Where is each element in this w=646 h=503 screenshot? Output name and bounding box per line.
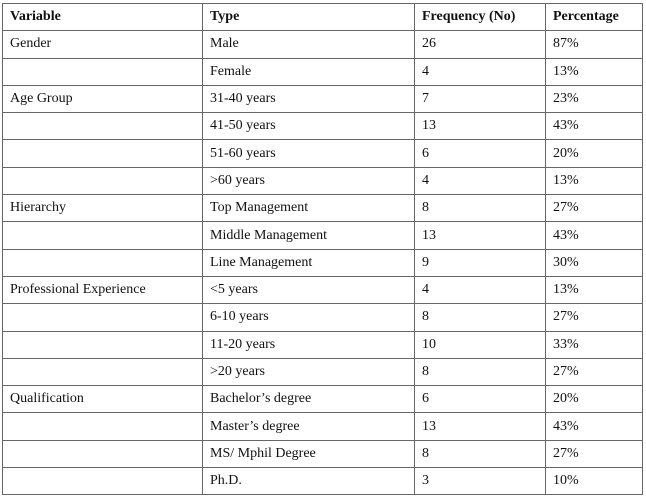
- cell-variable: [3, 468, 203, 495]
- cell-percentage: 43%: [546, 113, 643, 140]
- cell-type: 31-40 years: [203, 85, 415, 112]
- cell-percentage: 13%: [546, 58, 643, 85]
- cell-type: Line Management: [203, 249, 415, 276]
- table-row: [3, 222, 643, 249]
- table-row: [3, 304, 643, 331]
- cell-variable: [3, 140, 203, 167]
- cell-type: >20 years: [203, 358, 415, 385]
- cell-variable: [3, 222, 203, 249]
- cell-percentage: 87%: [546, 31, 643, 58]
- table-row: [3, 386, 643, 413]
- table-row: [3, 113, 643, 140]
- cell-percentage: 13%: [546, 276, 643, 303]
- cell-variable: Age Group: [3, 85, 203, 112]
- table-row: [3, 276, 643, 303]
- cell-percentage: 43%: [546, 222, 643, 249]
- table-header-row: [3, 4, 643, 31]
- cell-percentage: 23%: [546, 85, 643, 112]
- cell-percentage: 27%: [546, 195, 643, 222]
- demographics-table: [2, 3, 643, 495]
- cell-type: >60 years: [203, 167, 415, 194]
- cell-frequency: 6: [415, 386, 546, 413]
- cell-type: Top Management: [203, 195, 415, 222]
- header-type: Type: [203, 4, 415, 31]
- cell-variable: [3, 58, 203, 85]
- table-row: [3, 167, 643, 194]
- cell-frequency: 8: [415, 440, 546, 467]
- cell-variable: [3, 440, 203, 467]
- cell-frequency: 8: [415, 358, 546, 385]
- table-row: [3, 140, 643, 167]
- cell-type: MS/ Mphil Degree: [203, 440, 415, 467]
- cell-variable: Qualification: [3, 386, 203, 413]
- cell-frequency: 4: [415, 167, 546, 194]
- cell-type: Bachelor’s degree: [203, 386, 415, 413]
- cell-type: Male: [203, 31, 415, 58]
- cell-percentage: 27%: [546, 440, 643, 467]
- cell-variable: [3, 358, 203, 385]
- cell-frequency: 8: [415, 195, 546, 222]
- table-row: [3, 85, 643, 112]
- table-row: [3, 468, 643, 495]
- cell-percentage: 20%: [546, 386, 643, 413]
- cell-type: 11-20 years: [203, 331, 415, 358]
- cell-percentage: 43%: [546, 413, 643, 440]
- cell-type: Middle Management: [203, 222, 415, 249]
- table-row: [3, 31, 643, 58]
- table-row: [3, 249, 643, 276]
- cell-type: Ph.D.: [203, 468, 415, 495]
- cell-variable: Hierarchy: [3, 195, 203, 222]
- cell-type: 6-10 years: [203, 304, 415, 331]
- cell-variable: [3, 113, 203, 140]
- cell-frequency: 8: [415, 304, 546, 331]
- cell-frequency: 3: [415, 468, 546, 495]
- table-body: [3, 31, 643, 495]
- cell-variable: [3, 413, 203, 440]
- table-row: [3, 413, 643, 440]
- cell-variable: Professional Experience: [3, 276, 203, 303]
- cell-frequency: 4: [415, 276, 546, 303]
- cell-percentage: 33%: [546, 331, 643, 358]
- cell-type: <5 years: [203, 276, 415, 303]
- cell-percentage: 30%: [546, 249, 643, 276]
- cell-variable: [3, 304, 203, 331]
- cell-frequency: 13: [415, 113, 546, 140]
- header-frequency: Frequency (No): [415, 4, 546, 31]
- cell-percentage: 20%: [546, 140, 643, 167]
- cell-frequency: 4: [415, 58, 546, 85]
- cell-frequency: 9: [415, 249, 546, 276]
- cell-frequency: 6: [415, 140, 546, 167]
- header-percentage: Percentage: [546, 4, 643, 31]
- cell-percentage: 13%: [546, 167, 643, 194]
- cell-type: Female: [203, 58, 415, 85]
- table-row: [3, 58, 643, 85]
- table-row: [3, 331, 643, 358]
- cell-variable: [3, 249, 203, 276]
- table-row: [3, 440, 643, 467]
- table-row: [3, 195, 643, 222]
- cell-frequency: 13: [415, 413, 546, 440]
- table-row: [3, 358, 643, 385]
- cell-percentage: 27%: [546, 358, 643, 385]
- cell-frequency: 7: [415, 85, 546, 112]
- cell-type: 51-60 years: [203, 140, 415, 167]
- cell-type: 41-50 years: [203, 113, 415, 140]
- cell-frequency: 26: [415, 31, 546, 58]
- cell-type: Master’s degree: [203, 413, 415, 440]
- cell-percentage: 27%: [546, 304, 643, 331]
- cell-percentage: 10%: [546, 468, 643, 495]
- cell-variable: [3, 167, 203, 194]
- header-variable: Variable: [3, 4, 203, 31]
- cell-variable: [3, 331, 203, 358]
- cell-variable: Gender: [3, 31, 203, 58]
- cell-frequency: 10: [415, 331, 546, 358]
- cell-frequency: 13: [415, 222, 546, 249]
- demographics-table-container: [2, 3, 642, 500]
